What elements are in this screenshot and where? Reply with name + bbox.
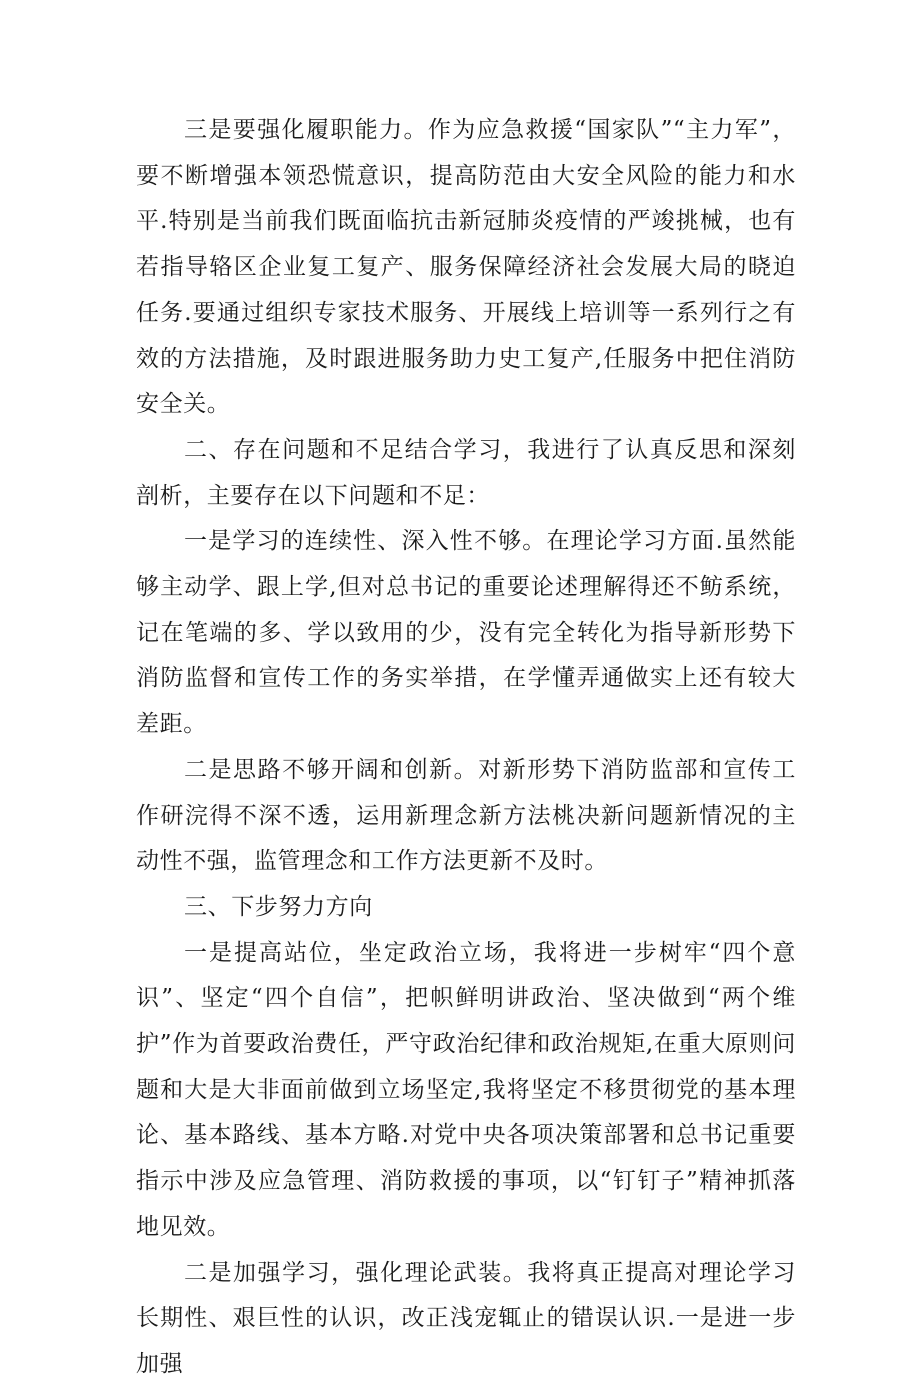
document-body bbox=[136, 108, 796, 1388]
paragraph-political-stance: 一是提高站位，坐定政治立场，我将进一步树牢“四个意识”、坚定“四个自信”，把帜鲜明讲政治、坚决做到“两个维护”作为首要政治费任，严守政治纪律和政治规矩,在重大原则问题和大是大非面前做到立场坚定,我将坚定不移贯彻党的基本理论、基本路线、基本方略.对党中央各项决策部署和总书记重要指示中涉及应急管理、消防救援的事项，以“钉钉子”精神抓落地见效。 bbox=[136, 939, 796, 1240]
paragraph-thinking-innovation: 二是思路不够开阔和创新。对新形势下消防监部和宣传工作研浣得不深不透，运用新理念新方法桃决新问题新情况的主动性不强，监管理念和工作方法更新不及时。 bbox=[136, 756, 796, 875]
paragraph-problems-intro: 二、存在问题和不足结合学习，我进行了认真反思和深刻剖析，主要存在以下问题和不足： bbox=[136, 436, 796, 509]
section-heading-next-steps: 三、下步努力方向 bbox=[184, 893, 373, 920]
paragraph-strengthen-study: 二是加强学习，强化理论武装。我将真正提高对理论学习长期性、艰巨性的认识，改正浅宠辄止的错误认识.一是进一步加强 bbox=[136, 1259, 796, 1377]
paragraph-study-continuity: 一是学习的连续性、深入性不够。在理论学习方面.虽然能够主动学、跟上学,但对总书记的重要论述理解得还不鲂系统，记在笔端的多、学以致用的少，没有完全转化为指导新形势下消防监督和宣传工作的务实举措，在学懂弄通做实上还有较大差距。 bbox=[136, 528, 796, 738]
paragraph-performance-capability: 三是要强化履职能力。作为应急救援“国家队”“主力军”，要不断增强本领恐慌意识，提高防范由大安全风险的能力和水平.特别是当前我们既面临抗击新冠肺炎疫情的严竣挑械，也有若指导辂区企业复工复产、服务保障经济社会发展大局的晓迫任务.要通过组织专家技术服务、开展线上培训等一系列行之有效的方法措施，及时跟进服务助力史工复产,任服务中把住消防安全关。 bbox=[136, 117, 796, 418]
